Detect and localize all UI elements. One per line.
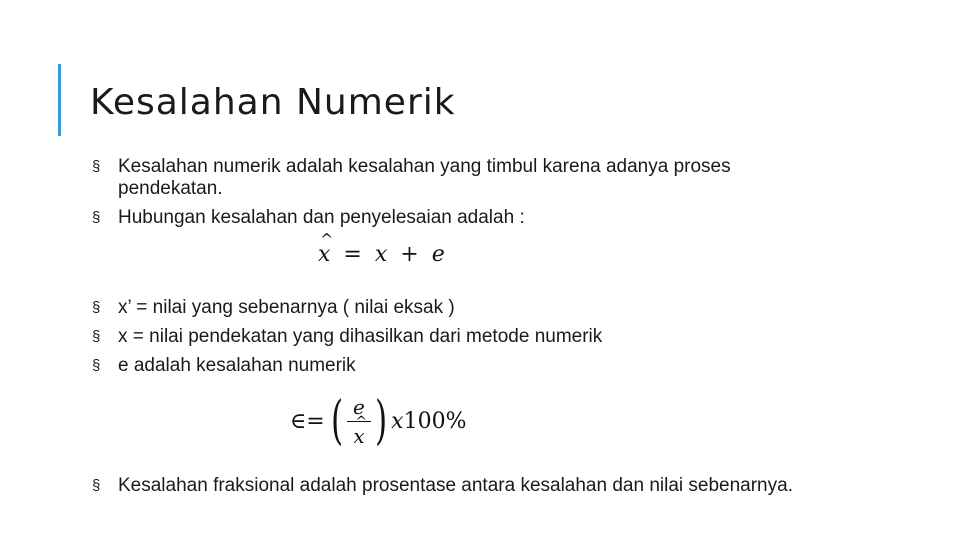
- bullet-icon: §: [92, 209, 101, 226]
- bullet-icon: §: [92, 299, 101, 316]
- bullet-text: Hubungan kesalahan dan penyelesaian adalah :: [118, 207, 525, 228]
- equals-sign: =: [306, 408, 325, 434]
- bullet-text: Kesalahan fraksional adalah prosentase antara kesalahan dan nilai sebenarnya.: [118, 475, 793, 496]
- bullet-text: Kesalahan numerik adalah kesalahan yang timbul karena adanya proses pendekatan.: [118, 156, 731, 199]
- bullet-icon: §: [92, 158, 101, 175]
- list-item: [0, 297, 838, 319]
- bullet-icon: §: [92, 357, 101, 374]
- bullet-icon: §: [92, 328, 101, 345]
- fraction-numerator: e: [347, 395, 371, 422]
- list-item: [0, 156, 838, 200]
- bullet-text: e adalah kesalahan numerik: [118, 355, 356, 376]
- right-paren: ): [374, 391, 388, 451]
- bullet-text: x = nilai pendekatan yang dihasilkan dari metode numerik: [118, 326, 603, 347]
- percent-value: 100%: [403, 408, 467, 434]
- bullet-list-intro: [0, 156, 838, 236]
- list-item: [0, 475, 838, 497]
- list-item: [0, 326, 838, 348]
- list-item: [0, 207, 838, 229]
- fraction: [347, 395, 371, 448]
- e-symbol: e: [431, 242, 445, 267]
- page-title: Kesalahan Numerik: [90, 82, 456, 123]
- error-relation-formula: [318, 242, 445, 267]
- bullet-list-fractional: [0, 475, 838, 504]
- equals-sign: =: [343, 242, 362, 267]
- left-paren: (: [330, 391, 343, 451]
- fractional-error-formula: [290, 390, 467, 452]
- multiply-x-symbol: x: [391, 408, 404, 434]
- title-accent-bar: [58, 64, 61, 136]
- bullet-list-definitions: [0, 297, 838, 384]
- plus-sign: +: [400, 242, 419, 267]
- epsilon-symbol: ∈: [290, 408, 307, 434]
- bullet-icon: §: [92, 477, 101, 494]
- list-item: [0, 355, 838, 377]
- fraction-denominator: ^ x: [353, 422, 364, 448]
- bullet-text: x’ = nilai yang sebenarnya ( nilai eksak ): [118, 297, 455, 318]
- x-symbol: x: [374, 242, 388, 267]
- x-hat-symbol: ^ x: [318, 242, 330, 267]
